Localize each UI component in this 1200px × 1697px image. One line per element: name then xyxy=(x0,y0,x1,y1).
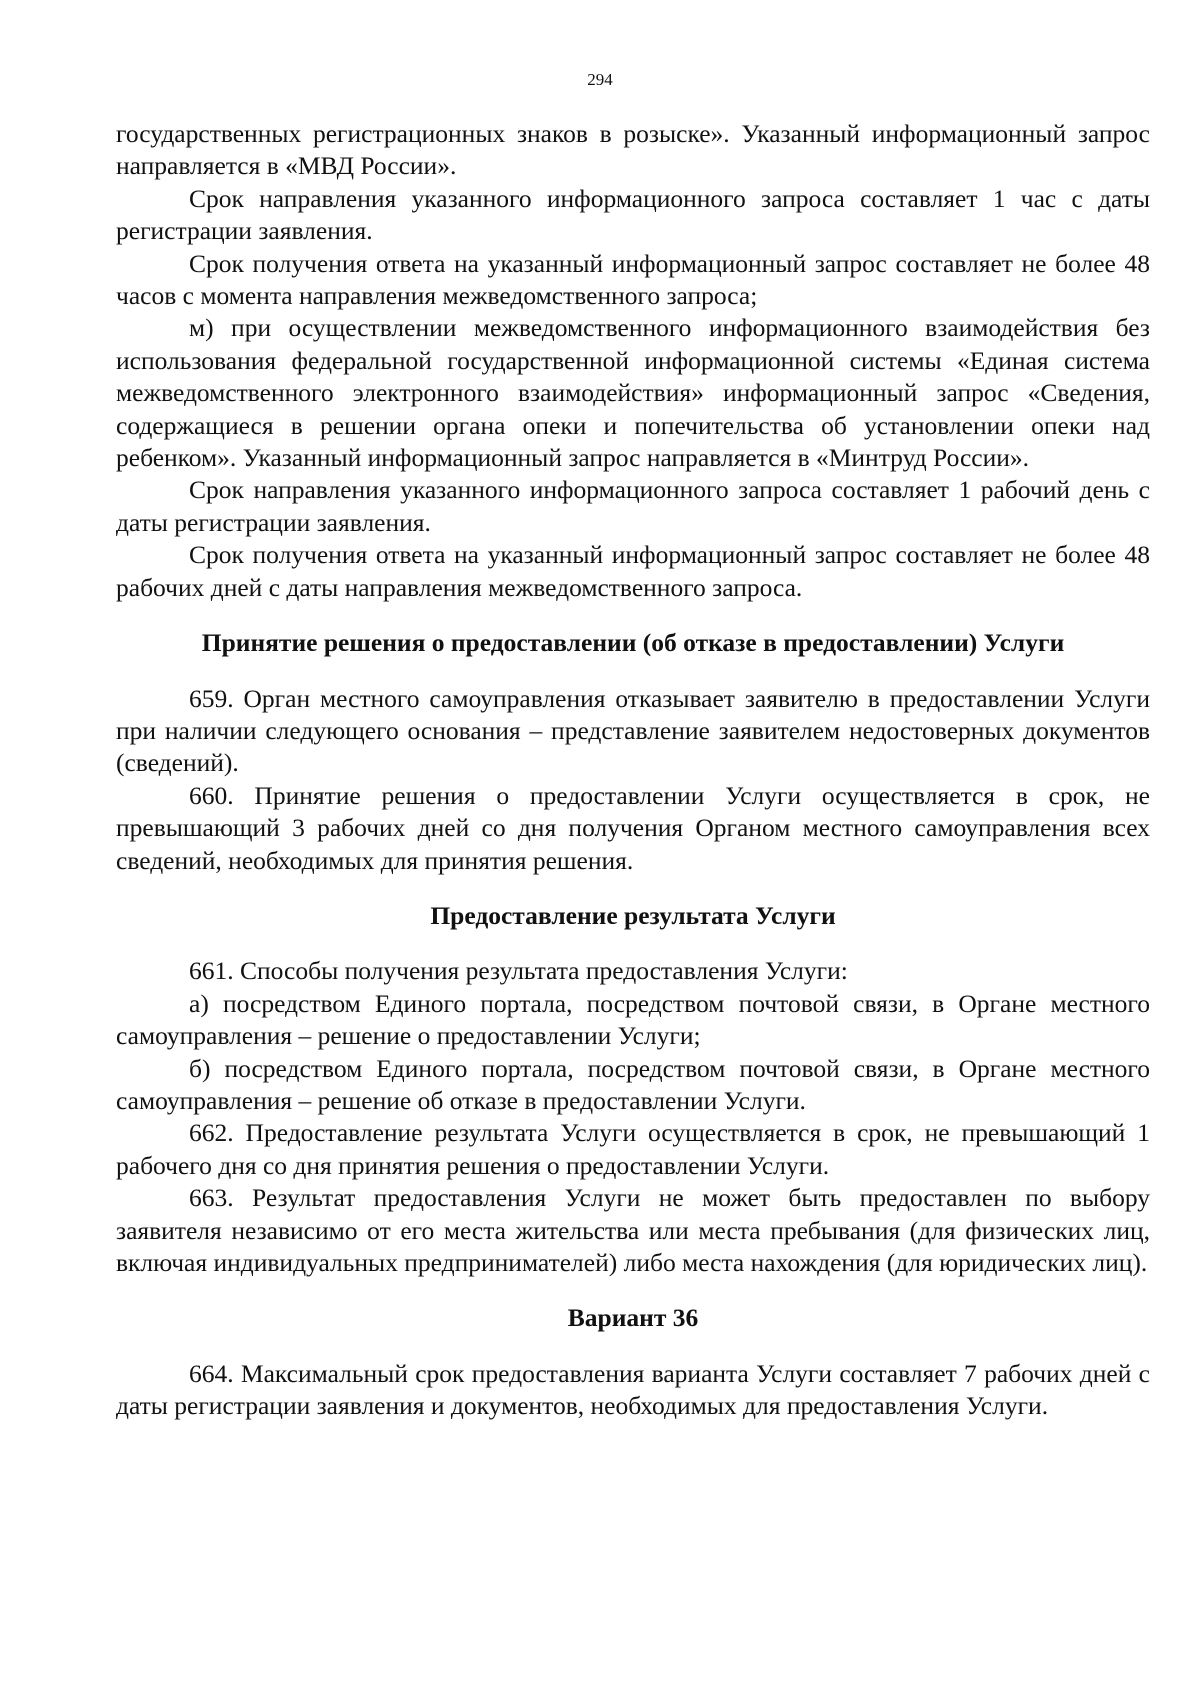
paragraph-response-term: Срок получения ответа на указанный информационный запрос составляет не более 48 часов с момента направления межведомственного запроса; xyxy=(116,248,1150,311)
paragraph-item-m: м) при осуществлении межведомственного информационного взаимодействия без использования федеральной государственной информационной системы «Единая система межведомственного электронного взаимодействия» информационный запрос «Сведения, содержащиеся в решении органа опеки и попечительства об установлении опеки над ребенком». Указанный информационный запрос направляется в «Минтруд России». xyxy=(116,313,1150,473)
paragraph-663: 663. Результат предоставления Услуги не может быть предоставлен по выбору заявителя независимо от его места жительства или места пребывания (для физических лиц, включая индивидуальных предпринимателей) либо места нахождения (для юридических лиц). xyxy=(116,1183,1150,1277)
paragraph-661-b: б) посредством Единого портала, посредством почтовой связи, в Органе местного самоуправления – решение об отказе в предоставлении Услуги. xyxy=(116,1053,1150,1115)
section-heading-result: Предоставление результата Услуги xyxy=(430,900,836,930)
section-heading-decision: Принятие решения о предоставлении (об отказе в предоставлении) Услуги xyxy=(201,628,1065,658)
paragraph-659: 659. Орган местного самоуправления отказывает заявителю в предоставлении Услуги при наличии следующего основания – представление заявителем недостоверных документов (сведений). xyxy=(116,683,1150,778)
paragraph-mvd-request: государственных регистрационных знаков в розыске». Указанный информационный запрос направляется в «МВД России». xyxy=(116,119,1150,181)
paragraph-661: 661. Способы получения результата предоставления Услуги: xyxy=(189,956,848,986)
paragraph-request-term: Срок направления указанного информационного запроса составляет 1 час с даты регистрации заявления. xyxy=(116,183,1150,246)
page-number: 294 xyxy=(587,70,613,89)
section-heading-variant: Вариант 36 xyxy=(567,1303,699,1333)
paragraph-662: 662. Предоставление результата Услуги осуществляется в срок, не превышающий 1 рабочего дня со дня принятия решения о предоставлении Услуги. xyxy=(116,1118,1150,1180)
paragraph-response-term-2: Срок получения ответа на указанный информационный запрос составляет не более 48 рабочих дней с даты направления межведомственного запроса. xyxy=(116,540,1150,602)
paragraph-661-a: а) посредством Единого портала, посредством почтовой связи, в Органе местного самоуправления – решение о предоставлении Услуги; xyxy=(116,988,1150,1051)
paragraph-664: 664. Максимальный срок предоставления варианта Услуги составляет 7 рабочих дней с даты регистрации заявления и документов, необходимых для предоставления Услуги. xyxy=(116,1358,1150,1421)
paragraph-660: 660. Принятие решения о предоставлении Услуги осуществляется в срок, не превышающий 3 рабочих дней со дня получения Органом местного самоуправления всех сведений, необходимых для принятия решения. xyxy=(116,780,1150,875)
paragraph-request-term-2: Срок направления указанного информационного запроса составляет 1 рабочий день с даты регистрации заявления. xyxy=(116,475,1150,537)
document-body xyxy=(116,118,1150,1423)
